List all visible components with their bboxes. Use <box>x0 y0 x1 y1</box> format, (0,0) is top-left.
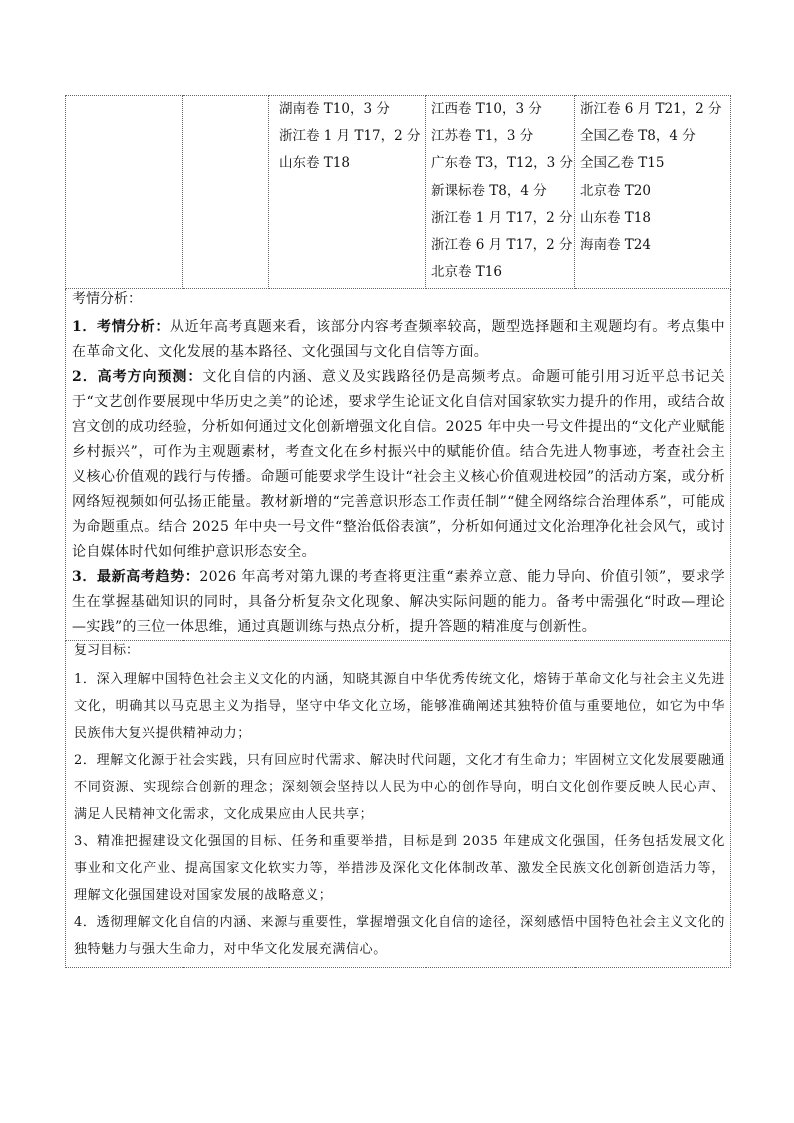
analysis-cell <box>66 289 731 641</box>
paragraph-label: 1．考情分析： <box>72 319 171 335</box>
exam-item: 山东卷 T18 <box>580 209 651 226</box>
goals-row <box>66 641 731 968</box>
paragraph-text: 从近年高考真题来看，该部分内容考查频率较高，题型选择题和主观题均有。考点集中在革命文化、文化发展的基本路径、文化强国与文化自信等方面。 <box>72 319 725 360</box>
exam-item: 北京卷 T16 <box>431 264 502 281</box>
exam-item: 江西卷 T10，3 分 <box>431 101 542 117</box>
exam-col-3 <box>269 96 426 289</box>
paragraph-text: 文化自信的内涵、意义及实践路径仍是高频考点。命题可能引用习近平总书记关于“文艺创作要展现中华历史之美”的论述，要求学生论证文化自信对国家软实力提升的作用，或结合故宫文创的成功经验，分析如何通过文化创新增强文化自信。2025 年中央一号文件提出的“文化产业赋能乡村振兴”，可作为主观题素材，考查文化在乡村振兴中的赋能价值。结合先进人物事迹，考查社会主义核心价值观的践行与传播。命题可能要求学生设计“社会主义核心价值观进校园”的活动方案，或分析网络短视频如何弘扬正能量。教材新增的“完善意识形态工作责任制”“健全网络综合治理体系”，可能成为命题重点。结合 2025 年中央一号文件“整治低俗表演”，分析如何通过文化治理净化社会风气，或讨论自媒体时代如何维护意识形态安全。 <box>72 369 725 560</box>
paragraph-label: 2．高考方向预测： <box>72 369 203 385</box>
exam-item: 海南卷 T24 <box>580 237 651 254</box>
exam-item: 江苏卷 T1，3 分 <box>431 128 534 145</box>
analysis-title: 考情分析： <box>72 291 142 307</box>
goal-item-4: 4．透彻理解文化自信的内涵、来源与重要性，掌握增强文化自信的途径，深刻感悟中国特色社会主义文化的独特魅力与强大生命力，对中华文化发展充满信心。 <box>74 915 725 957</box>
empty-cell-1 <box>66 96 183 289</box>
exam-col-4 <box>426 96 575 289</box>
exam-item: 广东卷 T3，T12，3 分 <box>431 155 573 172</box>
exam-item: 全国乙卷 T8，4 分 <box>580 128 696 145</box>
analysis-paragraph-2 <box>72 365 725 565</box>
goals-cell <box>66 641 731 968</box>
exam-item: 浙江卷 6 月 T21，2 分 <box>580 101 722 117</box>
paragraph-text: 2026 年高考对第九课的考查将更注重“素养立意、能力导向、价值引领”，要求学生在掌握基础知识的同时，具备分析复杂文化现象、解决实际问题的能力。备考中需强化“时政—理论—实践”的三位一体思维，通过真题训练与热点分析，提升答题的精准度与创新性。 <box>72 569 725 635</box>
empty-cell-2 <box>183 96 269 289</box>
exam-item: 浙江卷 1 月 T17，2 分 <box>279 128 421 145</box>
goal-item-1: 1．深入理解中国特色社会主义文化的内涵，知晓其源自中华优秀传统文化，熔铸于革命文化与社会主义先进文化，明确其以马克思主义为指导，坚守中华文化立场，能够准确阐述其独特价值与重要地位，如它为中华民族伟大复兴提供精神动力； <box>74 672 725 741</box>
exam-item: 湖南卷 T10，3 分 <box>279 101 390 117</box>
analysis-paragraph-1 <box>72 315 725 365</box>
exam-item: 山东卷 T18 <box>279 155 350 172</box>
exam-item: 浙江卷 1 月 T17，2 分 <box>431 209 573 226</box>
paragraph-label: 3．最新高考趋势： <box>72 569 200 585</box>
goal-item-3: 3、精准把握建设文化强国的目标、任务和重要举措，目标是到 2035 年建成文化强国，任务包括发展文化事业和文化产业、提高国家文化软实力等，举措涉及深化文化体制改革、激发全民族文化创新创造活力等，理解文化强国建设对国家发展的战略意义； <box>74 834 725 903</box>
exam-item: 浙江卷 6 月 T17，2 分 <box>431 237 573 254</box>
goals-title: 复习目标： <box>74 643 140 658</box>
exam-item: 新课标卷 T8，4 分 <box>431 182 547 199</box>
exam-item: 北京卷 T20 <box>580 182 651 199</box>
exam-row <box>66 96 731 289</box>
analysis-row <box>66 289 731 641</box>
exam-item: 全国乙卷 T15 <box>580 155 665 172</box>
analysis-paragraph-3 <box>72 565 725 640</box>
goal-item-2: 2．理解文化源于社会实践，只有回应时代需求、解决时代问题，文化才有生命力；牢固树立文化发展要融通不同资源、实现综合创新的理念；深刻领会坚持以人民为中心的创作导向，明白文化创作要反映人民心声、满足人民精神文化需求，文化成果应由人民共享； <box>74 753 725 822</box>
exam-table <box>65 95 731 968</box>
exam-col-5 <box>575 96 731 289</box>
